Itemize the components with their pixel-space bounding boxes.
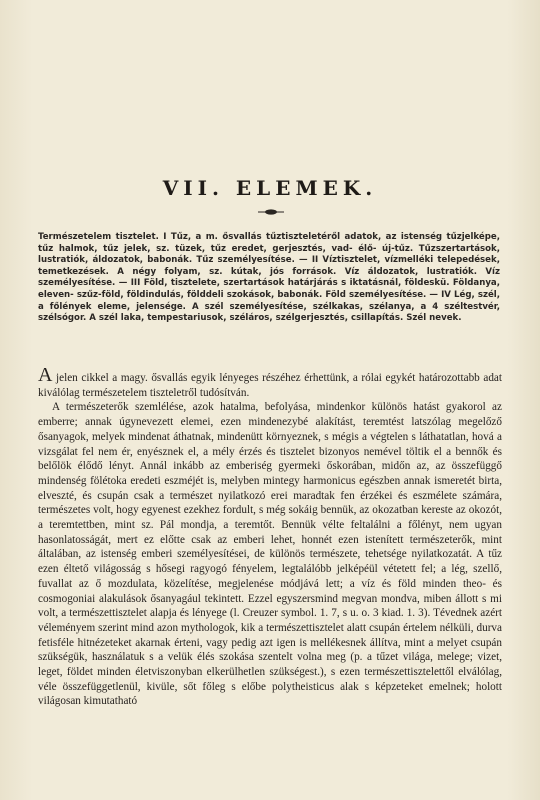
ornament-divider-icon <box>258 209 284 215</box>
paragraph-2: A természeterők szemlélése, azok hatalma, befolyása, mindenkor különös hatást gyakorol az emberre; annak úgynevezett elemei, ezen mindenezybé alakítást, teremtést latszólag megelőző ősanyagok, melyek mindenat áthatnak, mindenütt környeznek, s mégis a végtelen s láthatatlan, hová a vizsgálat fel nem ér, enyésznek el, a mély érzés és tisztelet bizonyos nemével töltik el a bennők és belőlök élődő lényt. Annál inkább az emberiség gyermeki őskorában, midőn az, az összefüggő mindenség fölétoka eredeti eszméjét is, melyben mintegy harmonicus egészben annak ismeretét birta, elveszté, és csupán csak a természet nyilatkozó erei maradtak fen érzékei és eszmélete számára, természetes volt, hogy egyenest ezekhez fordult, s még sokáig bennük, az okozatban kereste az okozót, a teremtettben, mint sz. Pál mondja, a teremtőt. Bennük vélte feltalálni a főlényt, nem ugyan hasonlatosságát, mert ez előtte csak az emberi lehet, honnét ezen istenített természeterők, mint általában, az istenség emberi személyesítései, de különös természete, tehetsége nyilatkozatát. A tűz ezen éltető világosság s hősegi ragyogó fényelem, legtalálóbb jelképéül vétetett fel; a lég, szellő, fuvallat az ő mozdulata, közelítése, megjelenése módjává lett; a víz és föld minden theo- és cosmogoniai alakulások ősanyagául tekintett. Ezzel egyszersmind megvan mondva, miben állott s mi volt, a természettisztelet alapja és lényege (l. Creuzer symbol. 1. 7, s u. o. 3 kiad. 1. 3). Tévednek azért véleményem szerint mind azon mythologok, kik a természettisztelet alatt csupán értelem nélküli, durva fetisféle hitnézeteket akarnak érteni, vagy pedig azt igen is mellékesnek állítva, mint a melyet csupán szükségük, használatuk s a velük élés szokása szentelt volna meg (p. a tűzet világa, melege; vizet, leget, földet minden életviszonyban elkerülhetlen szükségest.), s ezen természettisztelettől elválólag, véle összefüggetlenül, kivüle, sőt főleg s előbe polytheisticus alak s képzeteket emelnek; holott világosan kimutatható <box>38 401 502 708</box>
dropcap-letter: A <box>38 364 53 386</box>
chapter-title: VII. ELEMEK. <box>162 176 378 200</box>
paragraph-1: jelen cikkel a magy. ősvallás egyik lényeges részéhez érhettünk, a rólai egykét határozottabb adat kiválólag természetelem tiszteletről tudósítván. <box>38 372 502 399</box>
chapter-summary: Természetelem tisztelet. I Tűz, a m. ősvallás tűztiszteletéről adatok, az istenség tűzjelképe, tűz halmok, tűz jelek, sz. tüzek, tűz eredet, gerjesztés, vad- élő- új-tűz. Tűzszertartások, lustratiók, áldozatok, babonák. Tűz személyesítése. — II Víztisztelet, vízmelléki telepedések, temetkezések. A négy folyam, sz. kútak, jós források. Víz áldozatok, lustratiók. Víz személyesítése. — III Föld, tisztelete, szertartások határjárás s iktatásnál, földeskü. Földanya, eleven- szűz-föld, földindulás, földdeli szokások, babonák. Föld személyesítése. — IV Lég, szél, a főlények eleme, jelensége. A szél személyesítése, szélkakas, szélanya, a 4 széltestvér, szélsógor. A szél laka, tempestariusok, széláros, szélgerjesztés, csillapítás. Szél nevek. <box>38 232 500 324</box>
body-text <box>38 364 502 709</box>
